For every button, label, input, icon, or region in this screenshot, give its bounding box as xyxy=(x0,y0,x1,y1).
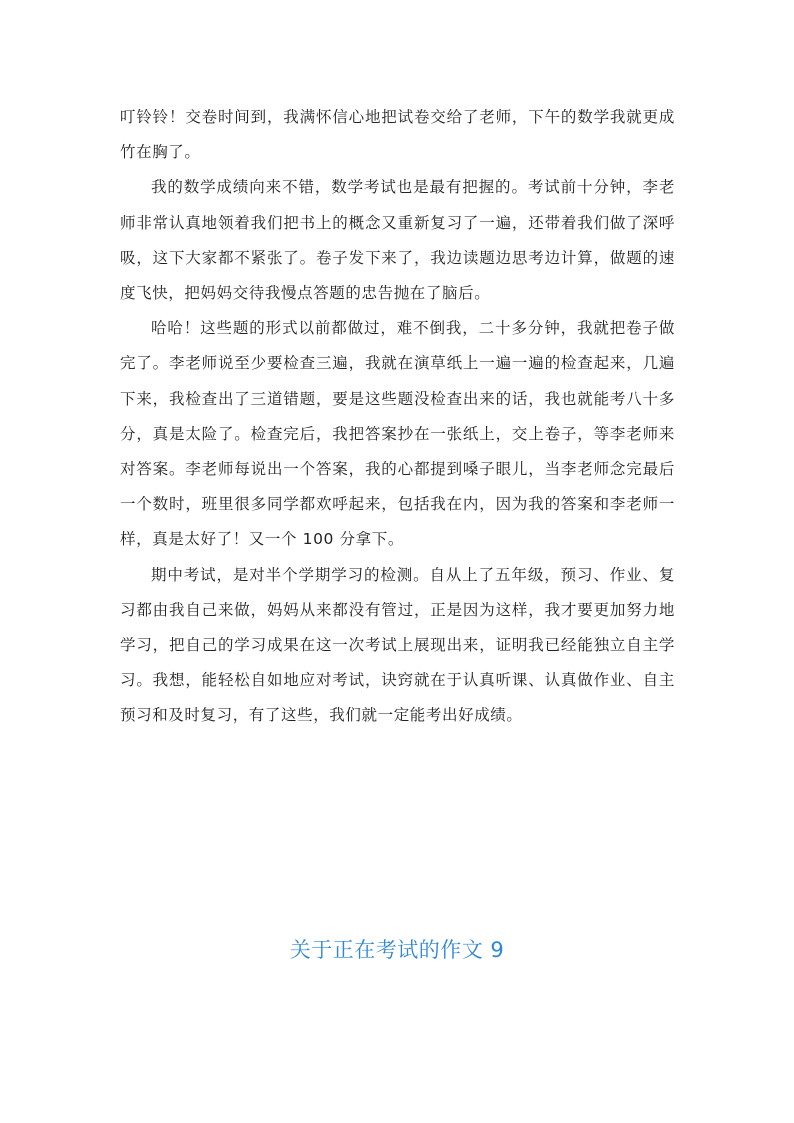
paragraph-exam-end: 叮铃铃！交卷时间到，我满怀信心地把试卷交给了老师，下午的数学我就更成竹在胸了。 xyxy=(120,108,675,162)
paragraph-checking-answers: 哈哈！这些题的形式以前都做过，难不倒我，二十多分钟，我就把卷子做完了。李老师说至少要检查三遍，我就在演草纸上一遍一遍的检查起来，几遍下来，我检查出了三道错题，要是这些题没检查出来的话，我也就能考八十多分，真是太险了。检查完后，我把答案抄在一张纸上，交上卷子，等李老师来对答案。李老师每说出一个答案，我的心都提到嗓子眼儿，当李老师念完最后一个数时，班里很多同学都欢呼起来，包括我在内，因为我的答案和李老师一样，真是太好了！又一个 100 分拿下。 xyxy=(120,319,675,549)
essay-body xyxy=(120,100,675,734)
essay-heading: 关于正在考试的作文 9 xyxy=(289,938,505,962)
paragraph-midterm-reflection: 期中考试，是对半个学期学习的检测。自从上了五年级，预习、作业、复习都由我自己来做，妈妈从来都没有管过，正是因为这样，我才要更加努力地学习，把自己的学习成果在这一次考试上展现出来，证明我已经能独立自主学习。我想，能轻松自如地应对考试，诀窍就在于认真听课、认真做作业、自主预习和及时复习，有了这些，我们就一定能考出好成绩。 xyxy=(120,565,675,725)
paragraph-math-exam: 我的数学成绩向来不错，数学考试也是最有把握的。考试前十分钟，李老师非常认真地领着我们把书上的概念又重新复习了一遍，还带着我们做了深呼吸，这下大家都不紧张了。卷子发下来了，我边读题边思考边计算，做题的速度飞快，把妈妈交待我慢点答题的忠告抛在了脑后。 xyxy=(120,178,675,303)
